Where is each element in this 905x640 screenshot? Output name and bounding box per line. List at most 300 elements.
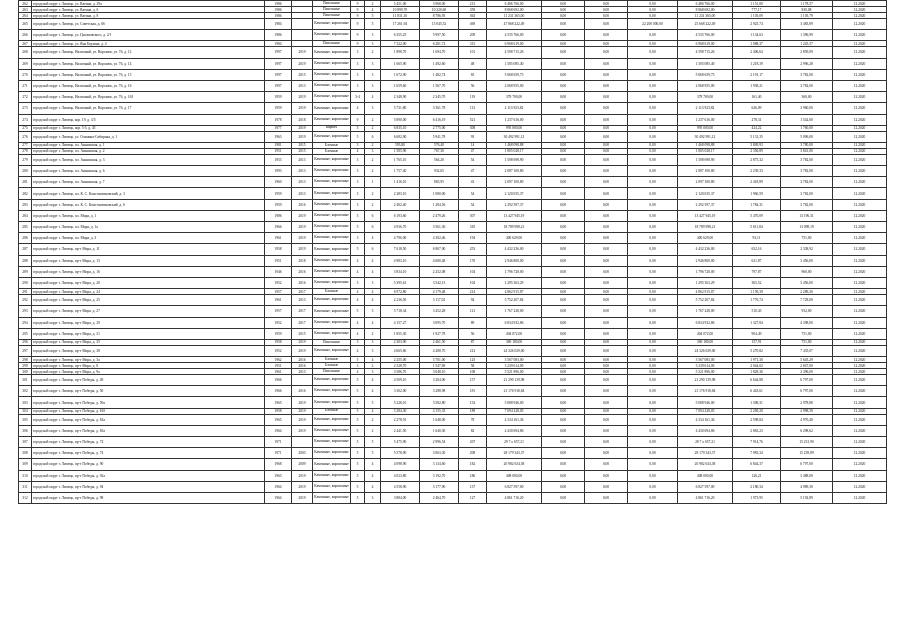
cell-regional-funds: 0,00	[585, 154, 628, 165]
cell-address: городской округ г. Липецк, пр-т Мира, д. 25	[32, 295, 265, 306]
cell-floors: 5	[351, 306, 365, 317]
cell-total-cost: 6 968 619,00	[487, 41, 542, 47]
cell-address: городской округ г. Липецк, пр-т Мира, д. 16	[32, 266, 265, 277]
table-row	[19, 386, 887, 397]
cell-wall-material: Каменные, кирпичные	[313, 69, 351, 80]
cell-municipal-funds: 0,00	[628, 69, 678, 80]
cell-living-area: 865,95	[420, 177, 459, 188]
cell-total-cost: 4 861 716,20	[487, 492, 542, 503]
cell-federal-funds: 0,00	[542, 103, 585, 114]
cell-max-unit-cost: 3 782,00	[781, 177, 833, 188]
cell-floors: 4	[351, 255, 365, 266]
cell-year-built: 1959	[265, 103, 292, 114]
cell-owner-funds: 2 068 955,00	[678, 80, 733, 91]
cell-owner-funds: 4 598 715,26	[678, 47, 733, 58]
cell-municipal-funds: 0,00	[628, 266, 678, 277]
cell-year-repaired: 2003	[292, 448, 313, 459]
cell-total-area: 5 284,30	[381, 408, 420, 414]
cell-regional-funds: 0,00	[585, 363, 628, 369]
cell-owner-funds: 25 668 222,49	[678, 19, 733, 30]
cell-total-area: 6 682,90	[381, 131, 420, 142]
cell-living-area: 4 179,48	[420, 289, 459, 295]
cell-unit-cost: 3 849,93	[733, 142, 781, 148]
cell-residents: 47	[459, 166, 487, 177]
cell-residents: 212	[459, 345, 487, 356]
cell-total-cost: 21 290 139,98	[487, 375, 542, 386]
cell-wall-material: Блочные	[313, 357, 351, 363]
cell-residents: 154	[459, 397, 487, 408]
cell-wall-material: Каменные, кирпичные	[313, 154, 351, 165]
cell-completion-date: 12.2020	[833, 199, 887, 210]
table-row	[19, 481, 887, 492]
cell-total-area: 5 475,90	[381, 437, 420, 448]
cell-address: городской округ г. Липецк, пр-т Мира, д. 27	[32, 306, 265, 317]
cell-year-built: 1986	[265, 30, 292, 41]
cell-total-cost: 4 430 694,86	[487, 425, 542, 436]
cell-completion-date: 12.2020	[833, 80, 887, 91]
cell-unit-cost: 2 239,33	[733, 166, 781, 177]
cell-row-number: 298	[19, 357, 32, 363]
cell-max-unit-cost: 751,00	[781, 339, 833, 345]
cell-address: городской округ г. Липецк, пл. Мира, д. 3	[32, 233, 265, 244]
cell-row-number: 304	[19, 408, 32, 414]
cell-year-built: 1951	[265, 148, 292, 154]
cell-federal-funds: 0,00	[542, 448, 585, 459]
cell-federal-funds: 0,00	[542, 339, 585, 345]
cell-address: городской округ г. Липецк, Наличный, ул. Воронеж, ул. 76, д. 12	[32, 47, 265, 58]
cell-residents: 310	[459, 222, 487, 233]
cell-living-area: 1 080,00	[420, 188, 459, 199]
cell-completion-date: 12.2020	[833, 244, 887, 255]
cell-wall-material: Блочные	[313, 142, 351, 148]
cell-floors: 5	[351, 397, 365, 408]
cell-address: городской округ г. Липецк, Наличный, ул. Воронеж, ул. 76, д. 16	[32, 80, 265, 91]
cell-total-cost: 5 088 946,00	[487, 397, 542, 408]
cell-owner-funds: 2 087 100,80	[678, 166, 733, 177]
cell-wall-material: Каменные, кирпичные	[313, 233, 351, 244]
cell-wall-material: Каменные, кирпичные	[313, 114, 351, 125]
cell-unit-cost: 2 180,34	[733, 481, 781, 492]
table-row	[19, 222, 887, 233]
cell-year-built: 1966	[265, 375, 292, 386]
cell-regional-funds: 0,00	[585, 92, 628, 103]
cell-floors: 3	[351, 233, 365, 244]
cell-unit-cost: 1 218,39	[733, 58, 781, 69]
cell-living-area: 4 302,46	[420, 233, 459, 244]
cell-max-unit-cost: 751,00	[781, 328, 833, 339]
cell-wall-material: Каменные, кирпичные	[313, 414, 351, 425]
cell-federal-funds: 0,00	[542, 166, 585, 177]
cell-unit-cost: 1 938,21	[733, 80, 781, 91]
cell-address: городской округ г. Липецк, ул. Ватина, д. 29а	[32, 1, 265, 7]
cell-total-cost: 369 180,00	[487, 339, 542, 345]
cell-living-area: 5 941,78	[420, 131, 459, 142]
housing-register-table	[18, 0, 887, 504]
cell-row-number: 263	[19, 7, 32, 13]
cell-unit-cost: 1 159,39	[733, 289, 781, 295]
cell-federal-funds: 0,00	[542, 289, 585, 295]
cell-regional-funds: 0,00	[585, 80, 628, 91]
cell-unit-cost: 5 131,35	[733, 131, 781, 142]
cell-completion-date: 12.2020	[833, 266, 887, 277]
cell-floors: 5	[351, 375, 365, 386]
cell-max-unit-cost: 830,08	[781, 7, 833, 13]
cell-floors: 5	[351, 386, 365, 397]
cell-owner-funds: 6 827 597,00	[678, 481, 733, 492]
cell-row-number: 270	[19, 69, 32, 80]
cell-regional-funds: 0,00	[585, 199, 628, 210]
cell-living-area: 3 542,13	[420, 277, 459, 288]
cell-total-area: 1 665,90	[381, 58, 420, 69]
cell-unit-cost: 5 611,84	[733, 222, 781, 233]
cell-entrances: 5	[365, 448, 381, 459]
cell-unit-cost: 2 863,23	[733, 425, 781, 436]
cell-municipal-funds: 0,00	[628, 386, 678, 397]
cell-floors: 3	[351, 339, 365, 345]
cell-floors: 9	[351, 41, 365, 47]
cell-address: городской округ г. Липецк, пр-т Победы, д. 59а	[32, 397, 265, 408]
cell-address: городской округ г. Липецк, Наличный, ул. Воронеж, ул. 76, д. 163	[32, 92, 265, 103]
cell-residents: 209	[459, 30, 487, 41]
cell-entrances: 3	[365, 69, 381, 80]
cell-floors: 3	[351, 199, 365, 210]
cell-wall-material: Каменные, кирпичные	[313, 103, 351, 114]
cell-wall-material: Панельные	[313, 1, 351, 7]
cell-entrances: 5	[365, 397, 381, 408]
cell-living-area: 4 680,48	[420, 255, 459, 266]
cell-floors: 5	[351, 414, 365, 425]
cell-row-number: 309	[19, 459, 32, 470]
cell-year-built: 1971	[265, 448, 292, 459]
cell-max-unit-cost: 2 998,59	[781, 408, 833, 414]
table-row	[19, 47, 887, 58]
cell-total-cost: 7 094 228,05	[487, 408, 542, 414]
cell-total-cost: 4 862 915,87	[487, 289, 542, 295]
cell-unit-cost: 161,40	[733, 92, 781, 103]
cell-federal-funds: 0,00	[542, 255, 585, 266]
cell-entrances: 4	[365, 386, 381, 397]
cell-total-area: 5 578,90	[381, 448, 420, 459]
cell-max-unit-cost: 960,00	[781, 266, 833, 277]
cell-owner-funds: 6 968 619,00	[678, 41, 733, 47]
cell-unit-cost: 2 875,32	[733, 154, 781, 165]
cell-row-number: 269	[19, 58, 32, 69]
table-row	[19, 199, 887, 210]
cell-row-number: 303	[19, 397, 32, 408]
cell-entrances: 4	[365, 266, 381, 277]
cell-regional-funds: 0,00	[585, 357, 628, 363]
cell-federal-funds: 0,00	[542, 199, 585, 210]
cell-municipal-funds: 0,00	[628, 492, 678, 503]
cell-total-cost: 1 468 098,88	[487, 142, 542, 148]
cell-total-area: 2 283,10	[381, 188, 420, 199]
cell-total-area: 2 402,40	[381, 199, 420, 210]
cell-regional-funds: 0,00	[585, 459, 628, 470]
cell-municipal-funds: 0,00	[628, 125, 678, 131]
cell-federal-funds: 0,00	[542, 125, 585, 131]
cell-total-cost: 21 176 918,84	[487, 386, 542, 397]
cell-floors: 3	[351, 47, 365, 58]
cell-municipal-funds: 0,00	[628, 414, 678, 425]
cell-living-area: 3 361,78	[420, 103, 459, 114]
cell-year-repaired: 2016	[292, 363, 313, 369]
cell-owner-funds: 2 946 800,00	[678, 255, 733, 266]
cell-wall-material: Блочные	[313, 289, 351, 295]
cell-completion-date: 12.2020	[833, 222, 887, 233]
cell-total-cost: 2 087 100,80	[487, 166, 542, 177]
cell-year-repaired	[292, 30, 313, 41]
cell-regional-funds: 0,00	[585, 339, 628, 345]
cell-owner-funds: 2 120 035,37	[678, 188, 733, 199]
cell-address: городской округ г. Липецк, пр-т Мира, д. 29	[32, 317, 265, 328]
cell-total-cost: 20 982 634,38	[487, 459, 542, 470]
cell-year-repaired	[292, 437, 313, 448]
cell-unit-cost: 777,17	[733, 7, 781, 13]
cell-federal-funds: 0,00	[542, 492, 585, 503]
cell-residents: 181	[459, 386, 487, 397]
cell-total-cost: 2 946 800,00	[487, 255, 542, 266]
cell-row-number: 293	[19, 306, 32, 317]
cell-total-area: 3 884,00	[381, 492, 420, 503]
cell-address: городской округ г. Липецк, пл. К. С. Константиновский, д. 6	[32, 199, 265, 210]
cell-year-built: 1951	[265, 255, 292, 266]
cell-floors: 3	[351, 363, 365, 369]
cell-completion-date: 12.2020	[833, 317, 887, 328]
cell-address: городской округ г. Липецк, ул. Советская, д. 66	[32, 19, 265, 30]
cell-total-area: 4 936,70	[381, 222, 420, 233]
cell-floors: 9	[351, 13, 365, 19]
cell-regional-funds: 0,00	[585, 266, 628, 277]
cell-completion-date: 12.2020	[833, 41, 887, 47]
cell-federal-funds: 0,00	[542, 30, 585, 41]
cell-entrances: 3	[365, 103, 381, 114]
cell-living-area: 4 280,70	[420, 345, 459, 356]
cell-total-cost: 4 432 236,00	[487, 244, 542, 255]
cell-address: городской округ г. Липецк, ул. Ольмина-Сибиряка, д. 1	[32, 131, 265, 142]
cell-total-cost: 11 231 365,00	[487, 13, 542, 19]
cell-completion-date: 12.2020	[833, 328, 887, 339]
cell-year-built: 1963	[265, 470, 292, 481]
cell-regional-funds: 0,00	[585, 492, 628, 503]
cell-total-area: 1 765,10	[381, 154, 420, 165]
cell-max-unit-cost: 4 989,30	[781, 481, 833, 492]
cell-completion-date: 12.2020	[833, 58, 887, 69]
cell-year-built: 1952	[265, 317, 292, 328]
cell-address: городской округ г. Липецк, пл. Мира, д. 1	[32, 210, 265, 221]
cell-year-repaired: 2013	[292, 295, 313, 306]
cell-entrances: 2	[365, 188, 381, 199]
cell-regional-funds: 0,00	[585, 317, 628, 328]
cell-municipal-funds: 0,00	[628, 425, 678, 436]
cell-total-area: 2 303,90	[381, 339, 420, 345]
cell-wall-material: Блочные	[313, 408, 351, 414]
cell-max-unit-cost: 13 196,31	[781, 210, 833, 221]
cell-federal-funds: 0,00	[542, 154, 585, 165]
cell-total-cost: 4 598 715,26	[487, 47, 542, 58]
cell-municipal-funds: 0,00	[628, 142, 678, 148]
cell-total-cost: 24 326 029,00	[487, 345, 542, 356]
cell-unit-cost: 157,91	[733, 339, 781, 345]
cell-owner-funds: 5 088 946,00	[678, 397, 733, 408]
cell-living-area: 1 482,74	[420, 69, 459, 80]
cell-municipal-funds: 0,00	[628, 148, 678, 154]
cell-row-number: 296	[19, 339, 32, 345]
cell-municipal-funds: 0,00	[628, 58, 678, 69]
cell-total-area: 1 855,30	[381, 328, 420, 339]
cell-address: городской округ г. Липецк, пр-т Мира, д. 3а	[32, 357, 265, 363]
cell-federal-funds: 0,00	[542, 408, 585, 414]
cell-max-unit-cost: 6 797,00	[781, 375, 833, 386]
cell-municipal-funds: 0,00	[628, 295, 678, 306]
cell-row-number: 262	[19, 1, 32, 7]
cell-completion-date: 12.2020	[833, 47, 887, 58]
cell-living-area: 1 694,70	[420, 47, 459, 58]
cell-municipal-funds: 0,00	[628, 448, 678, 459]
cell-unit-cost: 2 269,20	[733, 408, 781, 414]
cell-row-number: 271	[19, 80, 32, 91]
cell-max-unit-cost: 2 978,88	[781, 397, 833, 408]
cell-row-number: 278	[19, 148, 32, 154]
cell-municipal-funds: 0,00	[628, 459, 678, 470]
cell-completion-date: 12.2020	[833, 1, 887, 7]
cell-entrances: 2	[365, 363, 381, 369]
table-row	[19, 317, 887, 328]
cell-year-repaired: 2013	[292, 369, 313, 375]
cell-year-repaired: 2019	[292, 339, 313, 345]
table-row	[19, 448, 887, 459]
cell-total-area: 4 157,27	[381, 317, 420, 328]
cell-residents: 78	[459, 414, 487, 425]
cell-entrances: 4	[365, 470, 381, 481]
cell-living-area: 1 648,00	[420, 414, 459, 425]
cell-entrances: 4	[365, 233, 381, 244]
table-row	[19, 154, 887, 165]
cell-federal-funds: 0,00	[542, 47, 585, 58]
cell-municipal-funds: 0,00	[628, 166, 678, 177]
cell-regional-funds: 0,00	[585, 437, 628, 448]
cell-regional-funds: 0,00	[585, 414, 628, 425]
cell-living-area: 1 927,78	[420, 328, 459, 339]
cell-total-area: 4 983,10	[381, 255, 420, 266]
cell-year-built: 1986	[265, 13, 292, 19]
cell-municipal-funds: 0,00	[628, 339, 678, 345]
cell-regional-funds: 0,00	[585, 448, 628, 459]
cell-owner-funds: 8 868 692,00	[678, 7, 733, 13]
cell-residents: 113	[459, 103, 487, 114]
cell-living-area: 2 996,54	[420, 437, 459, 448]
cell-total-cost: 1 796 720,00	[487, 266, 542, 277]
cell-living-area: 2 479,26	[420, 210, 459, 221]
cell-residents: 87	[459, 339, 487, 345]
cell-living-area: 3 968,00	[420, 1, 459, 7]
cell-total-area: 1 416,10	[381, 177, 420, 188]
cell-row-number: 287	[19, 244, 32, 255]
cell-regional-funds: 0,00	[585, 41, 628, 47]
cell-floors: 9	[351, 19, 365, 30]
cell-living-area: 3 204,00	[420, 375, 459, 386]
cell-municipal-funds: 0,00	[628, 92, 678, 103]
cell-owner-funds: 28 179 343,37	[678, 448, 733, 459]
cell-total-area: 11 831,10	[381, 13, 420, 19]
cell-owner-funds: 13 427 945,19	[678, 210, 733, 221]
table-body	[19, 1, 887, 504]
cell-row-number: 311	[19, 481, 32, 492]
cell-total-cost: 2 097 100,80	[487, 177, 542, 188]
cell-unit-cost: 5 470,09	[733, 210, 781, 221]
cell-living-area: 2 345,70	[420, 92, 459, 103]
cell-address: городской округ г. Липецк, Наличный, ул. Воронеж, ул. 76, д. 14	[32, 58, 265, 69]
cell-address: городской округ г. Липецк, пр-т Победы, д. 72	[32, 437, 265, 448]
cell-federal-funds: 0,00	[542, 233, 585, 244]
cell-year-built: 1997	[265, 69, 292, 80]
cell-floors: 5	[351, 244, 365, 255]
cell-residents: 82	[459, 425, 487, 436]
cell-municipal-funds: 0,00	[628, 188, 678, 199]
cell-max-unit-cost: 15 239,89	[781, 448, 833, 459]
cell-max-unit-cost: 3 488,00	[781, 470, 833, 481]
cell-unit-cost: 7 914,76	[733, 437, 781, 448]
cell-municipal-funds: 0,00	[628, 233, 678, 244]
cell-address: городской округ г. Липецк, пл. Аннинская, д. 3	[32, 154, 265, 165]
cell-living-area: 3 288,98	[420, 386, 459, 397]
cell-year-repaired: 2013	[292, 166, 313, 177]
cell-total-cost: 1 505 085,40	[487, 58, 542, 69]
cell-total-cost: 18 789 998,21	[487, 222, 542, 233]
cell-unit-cost: 93,11	[733, 233, 781, 244]
cell-municipal-funds: 0,00	[628, 154, 678, 165]
cell-entrances: 5	[365, 13, 381, 19]
cell-federal-funds: 0,00	[542, 142, 585, 148]
cell-residents: 207	[459, 437, 487, 448]
cell-year-built: 1968	[265, 459, 292, 470]
cell-year-built: 1978	[265, 114, 292, 125]
cell-municipal-funds: 0,00	[628, 408, 678, 414]
cell-municipal-funds: 0,00	[628, 375, 678, 386]
cell-entrances: 5	[365, 437, 381, 448]
cell-max-unit-cost: 4 398,00	[781, 317, 833, 328]
cell-year-repaired: 2015	[292, 69, 313, 80]
cell-federal-funds: 0,00	[542, 277, 585, 288]
cell-unit-cost: 1 971,30	[733, 357, 781, 363]
cell-total-area: 3 586,70	[381, 369, 420, 375]
cell-owner-funds: 7 094 228,05	[678, 408, 733, 414]
cell-regional-funds: 0,00	[585, 425, 628, 436]
cell-living-area: 5 997,50	[420, 30, 459, 41]
cell-total-area: 1 659,60	[381, 80, 420, 91]
cell-completion-date: 12.2020	[833, 345, 887, 356]
cell-owner-funds: 5 521 896,00	[678, 369, 733, 375]
cell-max-unit-cost: 15 231,90	[781, 437, 833, 448]
cell-federal-funds: 0,00	[542, 425, 585, 436]
table-row	[19, 328, 887, 339]
cell-federal-funds: 0,00	[542, 295, 585, 306]
cell-max-unit-cost: 1 245,57	[781, 41, 833, 47]
cell-regional-funds: 0,00	[585, 166, 628, 177]
table-row	[19, 375, 887, 386]
cell-living-area: 1 567,70	[420, 80, 459, 91]
cell-owner-funds: 6 834 932,86	[678, 317, 733, 328]
cell-owner-funds: 2 097 100,80	[678, 177, 733, 188]
cell-owner-funds: 5 068 659,75	[678, 69, 733, 80]
cell-total-cost: 8 868 692,00	[487, 7, 542, 13]
cell-completion-date: 12.2020	[833, 233, 887, 244]
cell-floors: 4	[351, 266, 365, 277]
cell-completion-date: 12.2020	[833, 357, 887, 363]
cell-total-area: 5 228,10	[381, 397, 420, 408]
cell-federal-funds: 0,00	[542, 357, 585, 363]
cell-completion-date: 12.2020	[833, 131, 887, 142]
cell-federal-funds: 0,00	[542, 363, 585, 369]
